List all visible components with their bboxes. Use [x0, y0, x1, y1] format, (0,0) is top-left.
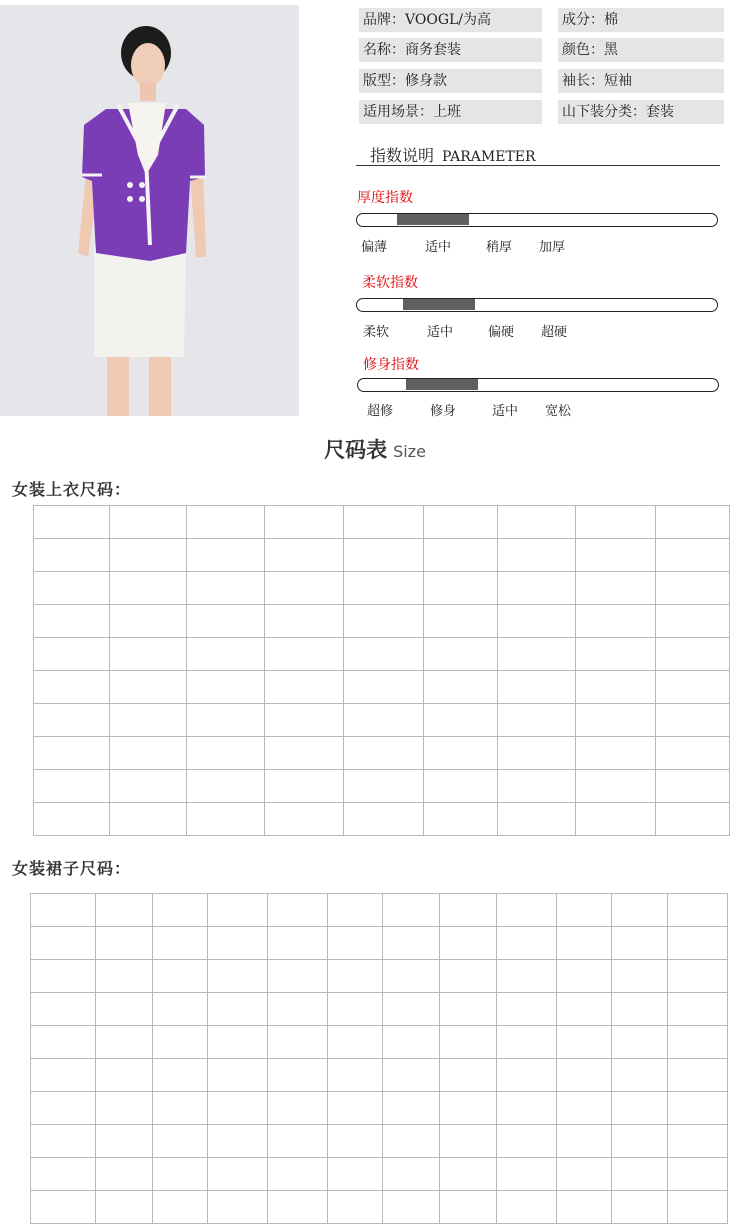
top-size-cell: [344, 737, 424, 770]
thickness-label-3: 稍厚: [486, 240, 513, 255]
top-size-cell: [110, 638, 187, 671]
top-size-cell: [656, 803, 730, 836]
top-size-cell: [656, 671, 730, 704]
top-size-cell: [424, 803, 498, 836]
thickness-index-title: 厚度指数: [357, 190, 413, 206]
top-size-cell: [265, 638, 344, 671]
thickness-index-bar: [356, 213, 718, 227]
skirt-size-cell: [383, 1125, 440, 1158]
skirt-size-cell: [668, 1059, 728, 1092]
top-size-cell: [498, 737, 576, 770]
skirt-size-cell: [96, 1092, 153, 1125]
skirt-size-cell: [557, 1059, 612, 1092]
top-size-cell: [656, 539, 730, 572]
top-size-cell: [424, 506, 498, 539]
attr-sleeve: 袖长：短袖: [558, 69, 724, 93]
skirt-size-cell: [612, 1026, 668, 1059]
attr-occasion: 适用场景：上班: [359, 100, 542, 124]
top-size-cell: [656, 572, 730, 605]
skirt-size-cell: [612, 894, 668, 927]
top-size-cell: [576, 506, 656, 539]
skirt-size-cell: [268, 1059, 328, 1092]
skirt-size-cell: [96, 1158, 153, 1191]
skirt-size-cell: [153, 1125, 208, 1158]
top-size-cell: [656, 737, 730, 770]
skirt-size-cell: [208, 1026, 268, 1059]
skirt-size-cell: [208, 1059, 268, 1092]
skirt-size-cell: [497, 960, 557, 993]
skirt-size-cell: [328, 1125, 383, 1158]
attr-name: 名称：商务套装: [359, 38, 542, 62]
skirt-size-cell: [268, 894, 328, 927]
skirt-size-cell: [497, 1092, 557, 1125]
skirt-size-cell: [383, 927, 440, 960]
skirt-size-cell: [497, 1125, 557, 1158]
skirt-size-cell: [440, 1191, 497, 1224]
top-size-cell: [187, 671, 265, 704]
skirt-size-cell: [668, 993, 728, 1026]
skirt-size-cell: [96, 993, 153, 1026]
skirt-size-cell: [497, 927, 557, 960]
skirt-size-cell: [668, 1125, 728, 1158]
top-size-cell: [424, 605, 498, 638]
top-size-cell: [110, 671, 187, 704]
skirt-size-cell: [612, 927, 668, 960]
skirt-size-row: [31, 1191, 728, 1224]
top-size-cell: [498, 803, 576, 836]
top-size-cell: [498, 539, 576, 572]
skirt-size-cell: [383, 1191, 440, 1224]
top-size-cell: [265, 737, 344, 770]
top-size-cell: [110, 605, 187, 638]
skirt-size-cell: [153, 1158, 208, 1191]
top-size-cell: [498, 506, 576, 539]
fit-label-3: 适中: [492, 404, 519, 419]
top-size-cell: [498, 638, 576, 671]
top-size-row: [34, 737, 730, 770]
skirt-size-cell: [208, 1191, 268, 1224]
thickness-label-1: 偏薄: [361, 240, 388, 255]
top-size-row-header: [34, 704, 110, 737]
skirt-size-cell: [612, 1125, 668, 1158]
size-chart-title-cn: 尺码表: [324, 438, 388, 462]
skirt-size-cell: [557, 1125, 612, 1158]
attr-material: 成分：棉: [558, 8, 724, 32]
skirt-size-row: [31, 1059, 728, 1092]
skirt-size-section-title: 女装裙子尺码：: [12, 859, 132, 878]
top-size-cell: [187, 572, 265, 605]
skirt-size-cell: [208, 960, 268, 993]
top-size-cell: [498, 605, 576, 638]
skirt-size-cell: [268, 1191, 328, 1224]
top-size-cell: [498, 572, 576, 605]
skirt-size-cell: [153, 1059, 208, 1092]
top-size-cell: [424, 539, 498, 572]
skirt-size-cell: [497, 894, 557, 927]
top-size-row-header: [34, 572, 110, 605]
skirt-size-row: [31, 927, 728, 960]
skirt-size-cell: [440, 960, 497, 993]
top-size-cell: [187, 506, 265, 539]
skirt-size-cell: [612, 1191, 668, 1224]
top-size-cell: [187, 770, 265, 803]
skirt-size-cell: [497, 1059, 557, 1092]
skirt-size-cell: [328, 927, 383, 960]
top-size-cell: [344, 803, 424, 836]
skirt-size-cell: [497, 1191, 557, 1224]
top-size-cell: [265, 671, 344, 704]
skirt-size-cell: [208, 894, 268, 927]
top-size-cell: [424, 770, 498, 803]
top-size-cell: [265, 539, 344, 572]
skirt-size-cell: [612, 993, 668, 1026]
skirt-size-cell: [268, 1125, 328, 1158]
skirt-size-cell: [557, 1026, 612, 1059]
top-size-cell: [344, 605, 424, 638]
thickness-index-level: [397, 214, 469, 225]
top-size-cell: [576, 572, 656, 605]
skirt-size-row: [31, 993, 728, 1026]
top-size-row: [34, 638, 730, 671]
top-size-section-title: 女装上衣尺码：: [12, 480, 132, 499]
fit-label-2: 修身: [430, 404, 457, 419]
skirt-size-cell: [440, 993, 497, 1026]
top-size-row: [34, 506, 730, 539]
size-chart-title-en: Size: [393, 442, 426, 461]
top-size-row: [34, 704, 730, 737]
top-size-cell: [265, 506, 344, 539]
skirt-size-cell: [153, 1092, 208, 1125]
top-size-cell: [187, 803, 265, 836]
skirt-size-cell: [208, 1158, 268, 1191]
top-size-table: [33, 505, 730, 836]
parameter-title-en: PARAMETER: [442, 149, 536, 165]
top-size-cell: [110, 770, 187, 803]
top-size-cell: [424, 572, 498, 605]
product-photo: [0, 5, 299, 416]
top-size-cell: [656, 506, 730, 539]
top-size-cell: [344, 572, 424, 605]
top-size-row: [34, 803, 730, 836]
attr-category: 山下装分类：套装: [558, 100, 724, 124]
top-size-cell: [187, 605, 265, 638]
top-size-row-header: [34, 737, 110, 770]
top-size-row: [34, 572, 730, 605]
top-size-cell: [656, 605, 730, 638]
skirt-size-cell: [668, 1158, 728, 1191]
skirt-size-cell: [96, 894, 153, 927]
skirt-size-row: [31, 1158, 728, 1191]
fit-label-1: 超修: [367, 404, 394, 419]
skirt-size-row-header: [31, 927, 96, 960]
top-size-cell: [110, 803, 187, 836]
top-size-row-header: [34, 671, 110, 704]
top-size-cell: [265, 803, 344, 836]
skirt-size-cell: [328, 960, 383, 993]
top-size-cell: [576, 671, 656, 704]
skirt-size-cell: [268, 1158, 328, 1191]
skirt-size-cell: [208, 927, 268, 960]
softness-label-1: 柔软: [363, 325, 390, 340]
skirt-size-cell: [328, 1026, 383, 1059]
skirt-size-cell: [383, 960, 440, 993]
top-size-cell: [110, 539, 187, 572]
top-size-cell: [265, 770, 344, 803]
skirt-size-cell: [153, 894, 208, 927]
skirt-size-cell: [612, 1092, 668, 1125]
skirt-size-cell: [497, 1158, 557, 1191]
skirt-size-cell: [440, 1125, 497, 1158]
top-size-cell: [656, 638, 730, 671]
skirt-size-cell: [557, 1191, 612, 1224]
thickness-label-2: 适中: [425, 240, 452, 255]
skirt-size-cell: [268, 1026, 328, 1059]
top-size-cell: [110, 572, 187, 605]
top-size-cell: [344, 539, 424, 572]
skirt-size-cell: [96, 1125, 153, 1158]
top-size-cell: [187, 638, 265, 671]
skirt-size-cell: [383, 1059, 440, 1092]
skirt-size-cell: [96, 1026, 153, 1059]
skirt-size-cell: [208, 1125, 268, 1158]
top-size-row: [34, 770, 730, 803]
skirt-size-row-header: [31, 1125, 96, 1158]
top-size-cell: [576, 539, 656, 572]
skirt-size-cell: [440, 1158, 497, 1191]
softness-label-2: 适中: [427, 325, 454, 340]
top-size-cell: [187, 737, 265, 770]
softness-label-3: 偏硬: [488, 325, 515, 340]
skirt-size-cell: [153, 960, 208, 993]
softness-index-level: [403, 299, 475, 310]
top-size-cell: [110, 506, 187, 539]
skirt-size-cell: [96, 960, 153, 993]
top-size-row-header: [34, 770, 110, 803]
skirt-size-cell: [440, 1026, 497, 1059]
top-size-row: [34, 605, 730, 638]
skirt-size-cell: [557, 960, 612, 993]
skirt-size-row-header: [31, 960, 96, 993]
top-size-cell: [424, 704, 498, 737]
skirt-size-cell: [440, 1059, 497, 1092]
skirt-size-row-header: [31, 894, 96, 927]
skirt-size-cell: [383, 1092, 440, 1125]
top-size-cell: [498, 704, 576, 737]
skirt-size-cell: [557, 1158, 612, 1191]
softness-index-bar: [356, 298, 718, 312]
top-size-cell: [344, 770, 424, 803]
parameter-divider: [356, 165, 720, 166]
fit-index-title: 修身指数: [363, 357, 419, 373]
skirt-size-cell: [96, 1191, 153, 1224]
skirt-size-cell: [557, 1092, 612, 1125]
skirt-size-cell: [328, 1059, 383, 1092]
skirt-size-cell: [208, 993, 268, 1026]
top-size-row-header: [34, 638, 110, 671]
parameter-title: [370, 143, 536, 166]
attr-brand: 品牌：VOOGL/为高: [359, 8, 542, 32]
attr-color: 颜色：黑: [558, 38, 724, 62]
skirt-size-cell: [328, 894, 383, 927]
top-size-cell: [424, 671, 498, 704]
skirt-size-row-header: [31, 993, 96, 1026]
thickness-label-4: 加厚: [539, 240, 566, 255]
top-size-cell: [656, 704, 730, 737]
skirt-size-cell: [557, 927, 612, 960]
skirt-size-cell: [96, 927, 153, 960]
skirt-size-cell: [668, 1092, 728, 1125]
top-size-cell: [498, 671, 576, 704]
top-size-cell: [187, 539, 265, 572]
skirt-size-row: [31, 1092, 728, 1125]
top-size-cell: [576, 704, 656, 737]
top-size-cell: [110, 737, 187, 770]
fit-index-level: [406, 379, 478, 390]
skirt-size-cell: [668, 894, 728, 927]
top-size-cell: [187, 704, 265, 737]
skirt-size-cell: [497, 1026, 557, 1059]
top-size-cell: [576, 737, 656, 770]
top-size-cell: [344, 671, 424, 704]
skirt-size-cell: [96, 1059, 153, 1092]
top-size-cell: [344, 704, 424, 737]
top-size-row-header: [34, 605, 110, 638]
skirt-size-row: [31, 894, 728, 927]
skirt-size-cell: [668, 960, 728, 993]
top-size-cell: [498, 770, 576, 803]
top-size-cell: [576, 770, 656, 803]
skirt-size-cell: [383, 993, 440, 1026]
fit-label-4: 宽松: [545, 404, 572, 419]
skirt-size-cell: [153, 927, 208, 960]
parameter-title-cn: 指数说明: [370, 146, 435, 165]
skirt-size-cell: [668, 1026, 728, 1059]
skirt-size-cell: [612, 960, 668, 993]
skirt-size-cell: [328, 1191, 383, 1224]
top-size-cell: [344, 638, 424, 671]
top-size-cell: [265, 704, 344, 737]
skirt-size-cell: [383, 894, 440, 927]
skirt-size-row-header: [31, 1092, 96, 1125]
top-size-row-header: [34, 803, 110, 836]
skirt-size-cell: [328, 1158, 383, 1191]
top-size-row-header: [34, 539, 110, 572]
skirt-size-row: [31, 960, 728, 993]
skirt-size-row-header: [31, 1158, 96, 1191]
skirt-size-cell: [153, 1026, 208, 1059]
top-size-cell: [110, 704, 187, 737]
skirt-size-cell: [557, 993, 612, 1026]
top-size-cell: [576, 638, 656, 671]
skirt-size-cell: [383, 1158, 440, 1191]
skirt-size-cell: [268, 927, 328, 960]
softness-index-title: 柔软指数: [362, 275, 418, 291]
skirt-size-cell: [440, 1092, 497, 1125]
skirt-size-cell: [328, 1092, 383, 1125]
skirt-size-cell: [268, 1092, 328, 1125]
top-size-row: [34, 539, 730, 572]
top-size-cell: [656, 770, 730, 803]
skirt-size-cell: [440, 894, 497, 927]
skirt-size-cell: [153, 993, 208, 1026]
skirt-size-cell: [268, 993, 328, 1026]
size-chart-title: [0, 434, 750, 464]
skirt-size-table: [30, 893, 728, 1224]
top-size-cell: [265, 605, 344, 638]
skirt-size-cell: [612, 1158, 668, 1191]
skirt-size-cell: [383, 1026, 440, 1059]
skirt-size-cell: [268, 960, 328, 993]
skirt-size-cell: [557, 894, 612, 927]
fit-index-bar: [357, 378, 719, 392]
skirt-size-cell: [153, 1191, 208, 1224]
skirt-size-row-header: [31, 1059, 96, 1092]
top-size-cell: [576, 605, 656, 638]
skirt-size-cell: [668, 1191, 728, 1224]
softness-label-4: 超硬: [541, 325, 568, 340]
top-size-cell: [424, 737, 498, 770]
top-size-cell: [344, 506, 424, 539]
skirt-size-cell: [208, 1092, 268, 1125]
top-size-cell: [265, 572, 344, 605]
top-size-cell: [576, 803, 656, 836]
top-size-row-header: [34, 506, 110, 539]
skirt-size-cell: [497, 993, 557, 1026]
skirt-size-cell: [612, 1059, 668, 1092]
skirt-size-cell: [440, 927, 497, 960]
skirt-size-cell: [668, 927, 728, 960]
top-size-cell: [424, 638, 498, 671]
model-figure: [0, 5, 299, 416]
skirt-size-row: [31, 1026, 728, 1059]
attr-fit: 版型：修身款: [359, 69, 542, 93]
top-size-row: [34, 671, 730, 704]
skirt-size-row: [31, 1125, 728, 1158]
skirt-size-row-header: [31, 1191, 96, 1224]
skirt-size-cell: [328, 993, 383, 1026]
skirt-size-row-header: [31, 1026, 96, 1059]
